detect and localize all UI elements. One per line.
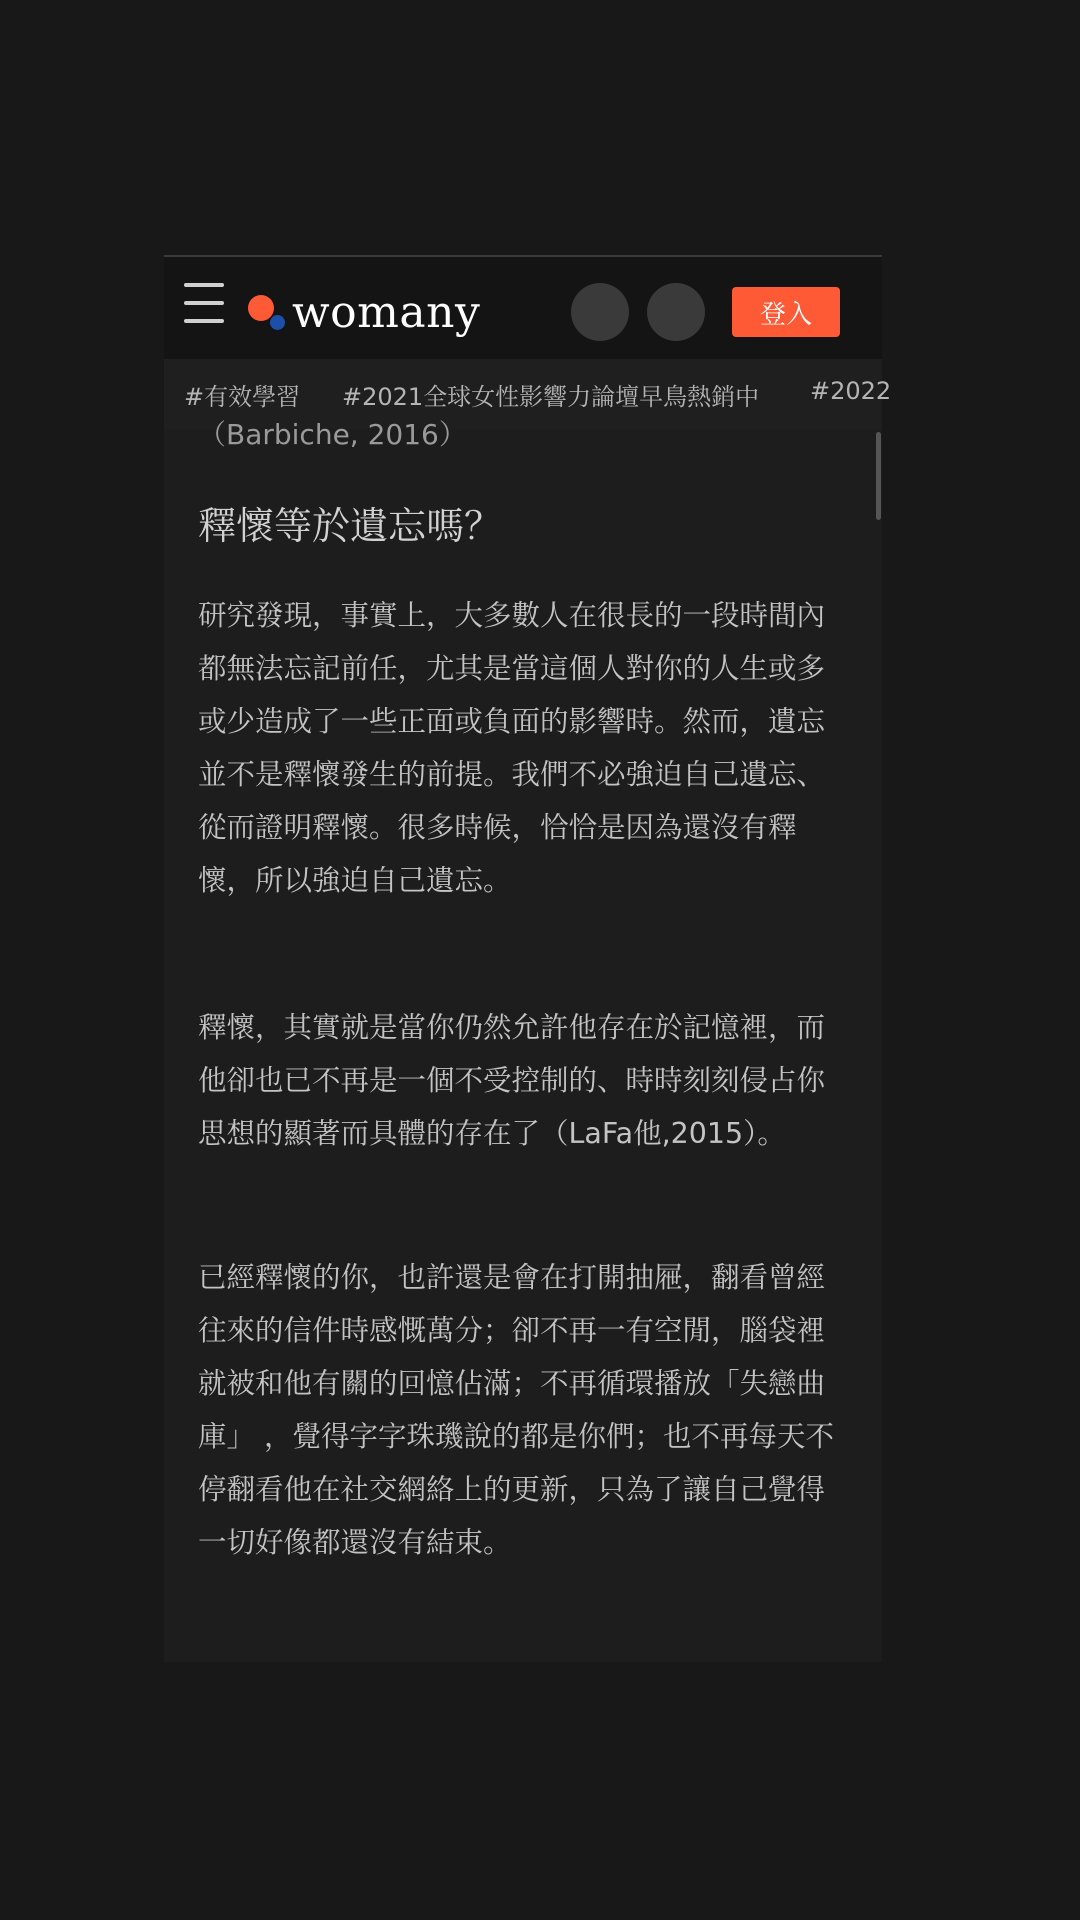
site-header bbox=[164, 257, 882, 359]
header-circle-button-1[interactable] bbox=[571, 283, 629, 341]
paragraph: 釋懷，其實就是當你仍然允許他存在於記憶裡，而他卻也已不再是一個不受控制的、時時刻刻侵占你思想的顯著而具體的存在了（LaFa他,2015）。 bbox=[198, 1011, 826, 1150]
section-heading: 釋懷等於遺忘嗎？ bbox=[198, 504, 503, 548]
browser-viewport bbox=[164, 255, 892, 1662]
header-circle-button-2[interactable] bbox=[647, 283, 705, 341]
scrollbar[interactable] bbox=[876, 432, 881, 520]
article-body bbox=[164, 418, 882, 1662]
logo-text: womany bbox=[292, 286, 481, 338]
tag-link[interactable]: #2021全球女性影響力論壇早鳥熱銷中 bbox=[342, 383, 760, 411]
login-button[interactable]: 登入 bbox=[732, 287, 840, 337]
tag-link[interactable]: #有效學習 bbox=[184, 383, 301, 411]
site-logo[interactable] bbox=[246, 287, 480, 337]
logo-mark-icon bbox=[246, 291, 288, 333]
paragraph: 已經釋懷的你，也許還是會在打開抽屜，翻看曾經往來的信件時感慨萬分；卻不再一有空閒，腦袋裡就被和他有關的回憶佔滿；不再循環播放「失戀曲庫」 ，覺得字字珠璣說的都是你們；也不再每天不停翻看他在社交網絡上的更新，只為了讓自己覺得一切好像都還沒有結束。 bbox=[198, 1261, 835, 1559]
tag-link[interactable]: #2022 bbox=[810, 377, 892, 405]
citation-text: （Barbiche, 2016） bbox=[198, 418, 467, 451]
menu-icon[interactable] bbox=[184, 283, 224, 323]
paragraph: 研究發現，事實上，大多數人在很長的一段時間內都無法忘記前任，尤其是當這個人對你的人生或多或少造成了一些正面或負面的影響時。然而，遺忘並不是釋懷發生的前提。我們不必強迫自己遺忘、從而證明釋懷。很多時候，恰恰是因為還沒有釋懷，所以強迫自己遺忘。 bbox=[198, 599, 826, 897]
